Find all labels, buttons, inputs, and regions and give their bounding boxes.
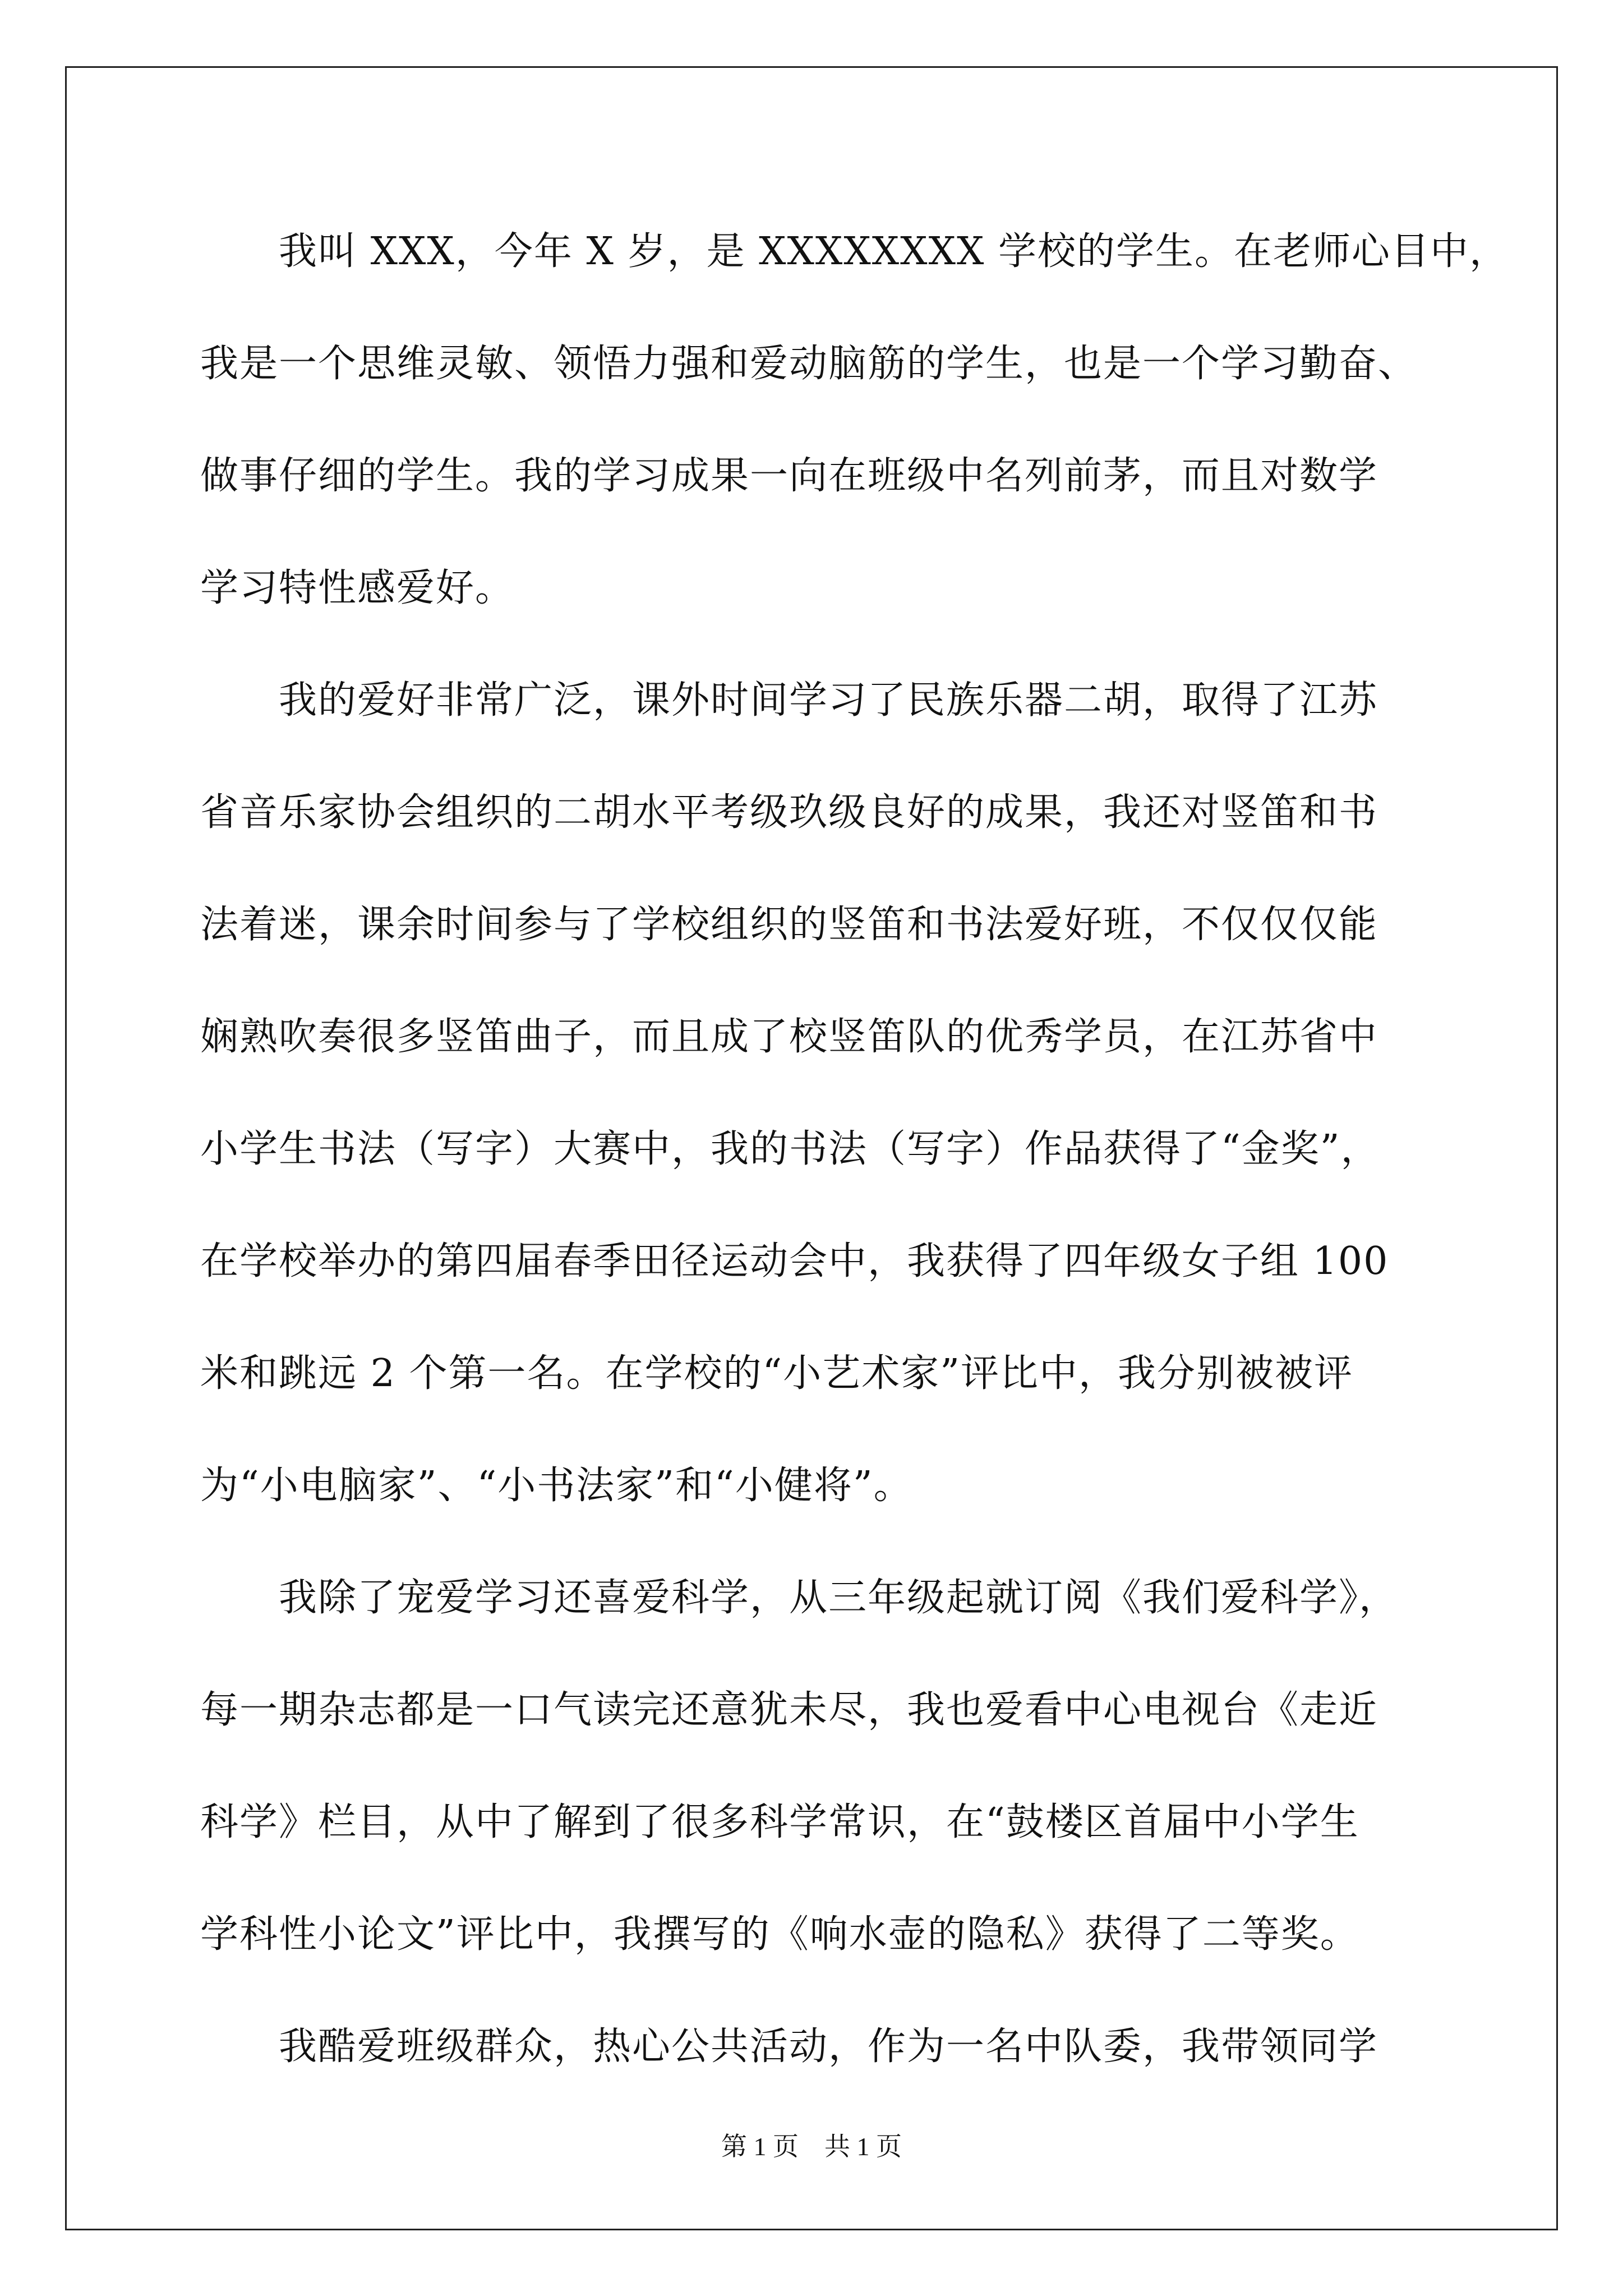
text-line: 我酷爱班级群众，热心公共活动，作为一名中队委，我带领同学 bbox=[200, 2024, 1378, 2069]
text-line: 省音乐家协会组织的二胡水平考级玖级良好的成果，我还对竖笛和书 bbox=[200, 790, 1378, 835]
text-line: 我的爱好非常广泛，课外时间学习了民族乐器二胡，取得了江苏 bbox=[200, 678, 1378, 723]
text-line: 在学校举办的第四届春季田径运动会中，我获得了四年级女子组 100 bbox=[200, 1239, 1389, 1283]
text-line: 学科性小论文”评比中，我撰写的《响水壶的隐私》获得了二等奖。 bbox=[200, 1912, 1359, 1957]
text-line: 我除了宠爱学习还喜爱科学，从三年级起就订阅《我们爱科学》， bbox=[200, 1576, 1399, 1620]
text-line: 小学生书法（写字）大赛中，我的书法（写字）作品获得了“金奖”， bbox=[200, 1127, 1380, 1171]
document-body bbox=[200, 211, 1509, 2118]
text-line: 每一期杂志都是一口气读完还意犹未尽，我也爱看中心电视台《走近 bbox=[200, 1688, 1378, 1732]
text-line: 为“小电脑家”、“小书法家”和“小健将”。 bbox=[200, 1464, 913, 1508]
text-line: 学习特性感爱好。 bbox=[200, 566, 515, 610]
text-line: 我叫 XXX，今年 X 岁，是 XXXXXXXX 学校的学生。在老师心目中， bbox=[200, 229, 1509, 274]
page-footer: 第 1 页 共 1 页 bbox=[721, 2132, 902, 2161]
text-line: 我是一个思维灵敏、领悟力强和爱动脑筋的学生，也是一个学习勤奋、 bbox=[200, 342, 1418, 386]
text-line: 娴熟吹奏很多竖笛曲子，而且成了校竖笛队的优秀学员，在江苏省中 bbox=[200, 1015, 1378, 1059]
text-line: 科学》栏目，从中了解到了很多科学常识，在“鼓楼区首届中小学生 bbox=[200, 1800, 1359, 1844]
text-line: 法着迷，课余时间参与了学校组织的竖笛和书法爱好班，不仅仅仅能 bbox=[200, 903, 1378, 947]
text-line: 米和跳远 2 个第一名。在学校的“小艺术家”评比中，我分别被被评 bbox=[200, 1351, 1354, 1396]
text-line: 做事仔细的学生。我的学习成果一向在班级中名列前茅，而且对数学 bbox=[200, 454, 1378, 498]
